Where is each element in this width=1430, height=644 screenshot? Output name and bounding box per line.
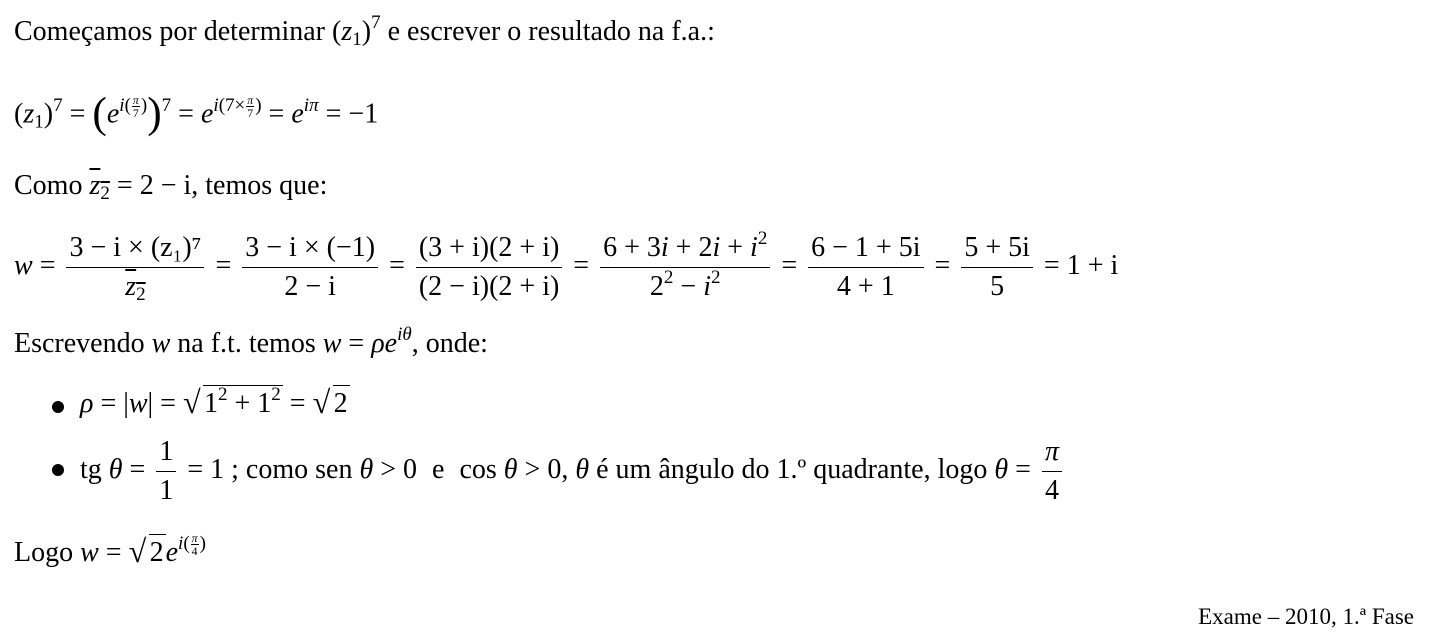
w-result: 1 + i <box>1066 250 1119 282</box>
intro-line <box>14 12 715 50</box>
ft-suffix: , onde: <box>411 328 488 359</box>
conj-prefix: Como <box>14 170 83 201</box>
intro-text-before: Começamos por determinar <box>14 16 326 47</box>
fraction-5: $\frac{6 - 1 + 5i}{4 + 1}$ <box>808 232 923 303</box>
conjugate-line: Como $z_2 = 2 - i$, temos que: <box>14 170 328 204</box>
exam-source-footer: Exame – 2010, 1.ª Fase <box>1198 604 1414 629</box>
fraction-3: $\frac{(3 + i)(2 + i)}{(2 - i)(2 + i)}$ <box>416 232 562 303</box>
fraction-1: $\frac{\text{3 − i × (z₁)⁷}}{z_2}$ <box>66 232 204 303</box>
bullet-dot-1 <box>52 401 64 413</box>
equation-z1-power: $(z_1)^7 = (e^{i( \frac{\pi}{7} )})^7 = e^{i(7\times \frac{\pi}{7} )} = e^{i\pi} = -1$ <box>14 89 379 137</box>
bullet-2-argument: tg θ = $\frac{1}{1}$ = 1 ; como sen θ > 0 e cos θ > 0, θ é um ângulo do 1.º quadrante, logo θ = $\frac{\pi}{4}$ <box>80 436 1066 507</box>
fraction-2: $\frac{3 - i \times (-1)}{2 - i}$ <box>242 232 378 303</box>
eq1-result: −1 <box>348 98 379 130</box>
bullet-dot-2 <box>52 464 64 476</box>
intro-text-after: e escrever o resultado na f.a.: <box>387 16 715 47</box>
z1-power-7: $(z_1)^7$ <box>332 12 381 50</box>
ft-prefix: Escrevendo <box>14 328 145 359</box>
ft-mid: na f.t. temos <box>177 328 316 359</box>
conj-value: 2 − i <box>139 170 192 201</box>
ft-line: Escrevendo w na f.t. temos $w = \rho e^{i\theta}$, onde: <box>14 324 488 359</box>
fraction-6: $\frac{5 + 5i}{5}$ <box>961 232 1033 303</box>
conclusion-line: Logo w = √ $2e^{i( \frac{\pi}{4} )}$ <box>14 532 206 567</box>
bullet-1-modulus: ρ = |w| = √ $1^2 + 1^2$ = √ 2 <box>80 390 350 418</box>
conj-suffix: , temos que: <box>191 170 328 201</box>
conclusion-prefix: Logo <box>14 537 74 569</box>
fraction-4: $\frac{6 + 3i + 2i + i^2}{2^2 - i^2}$ <box>600 232 770 303</box>
w-computation: w = $\frac{\text{3 − i × (z₁)⁷}}{z_2}$ = $\frac{3 - i \times (-1)}{2 - i}$ = $\frac{(3 + i)(2 + i)}{(2 - i)(2 + i)}$ = $\frac{6 + 3i + 2i + i^2}{2^2 - i^2}$ = $\frac{6 - 1 + 5i}{4 + 1}$ = $\frac{5 + 5i}{5}$ = 1 + i <box>14 228 1119 305</box>
